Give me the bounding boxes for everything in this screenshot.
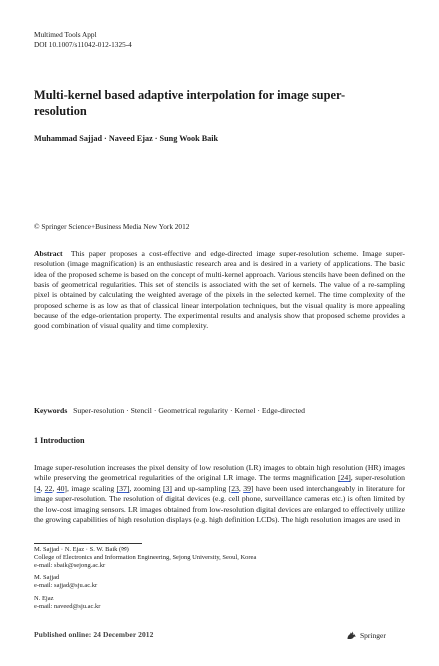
author-list: Muhammad Sajjad · Naveed Ejaz · Sung Wook Baik — [34, 134, 219, 143]
citation-link[interactable]: 22 — [44, 483, 53, 493]
footnote-divider — [34, 543, 142, 544]
publisher-name: Springer — [360, 630, 386, 640]
abstract — [34, 249, 405, 332]
paper-title: Multi-kernel based adaptive interpolation for image super-resolution — [34, 88, 346, 118]
author-name: N. Ejaz — [34, 594, 54, 602]
springer-horse-icon — [346, 630, 357, 640]
keywords-label: Keywords — [34, 406, 68, 415]
affiliation-block — [34, 574, 414, 590]
intro-text: ], image scaling — [64, 483, 117, 493]
intro-text: Image super-resolution increases the pixel density of low resolution (LR) images to obtain high resolution (HR) images while preserving the geometrical regularities of the original LR image. The terms magnification — [34, 463, 405, 483]
email-link[interactable]: e-mail: sajjad@sju.ac.kr — [34, 582, 98, 590]
section-heading: 1 Introduction — [34, 436, 85, 445]
intro-text: , — [40, 483, 45, 493]
citation-link[interactable]: [37] — [116, 483, 130, 493]
intro-text: and up-sampling [ — [171, 483, 232, 493]
email-link[interactable]: e-mail: naveed@sju.ac.kr — [34, 602, 101, 610]
email-link[interactable]: e-mail: sbaik@sejong.ac.kr — [34, 561, 106, 569]
keywords-text: Super-resolution · Stencil · Geometrical regularity · Kernel · Edge-directed — [73, 406, 305, 415]
abstract-text: This paper proposes a cost-effective and edge-directed image super-resolution scheme. Image super-resolution (image magnification) is an enthusiastic research area and is desired in a variety of applications. The basic idea of the proposed scheme is based on the concept of multi-kernel approach. Various stencils have been defined on the basis of geometrical regularities. This set of stencils is associated with the set of kernels. The value of a re-sampling pixel is obtained by calculating the weighted average of the pixels in the selected kernel. The time complexity of the proposed scheme is as low as that of classical linear interpolation techniques, but the visual quality is more appealing because of the edge-orientation property. The experimental results and analysis show that proposed scheme provides a good combination of visual quality and time complexity. — [34, 249, 405, 331]
publisher-logo — [346, 630, 386, 640]
citation-link[interactable]: 39 — [243, 483, 251, 493]
intro-text: , — [238, 483, 244, 493]
affiliations — [34, 546, 414, 616]
copyright-notice: © Springer Science+Business Media New York 2012 — [34, 222, 190, 231]
citation-link[interactable]: [24] — [337, 473, 351, 483]
affiliation-block — [34, 595, 414, 611]
corresponding-authors: M. Sajjad · N. Ejaz · S. W. Baik (✉) — [34, 546, 129, 553]
intro-text: , zooming — [129, 483, 163, 493]
keywords — [34, 406, 405, 415]
journal-header — [34, 30, 132, 50]
intro-text: ] have been used interchangeably in literature for image super-resolution. The resolution of digital devices (e.g. cell phone, surveillance cameras etc.) is often limited by the low-cost imaging sensors. LR images obtained from low-resolution digital devices are enlarged to effectively utilize the growing capabilities of high resolution displays (e.g. high definition LCDs). The high resolution images are used in — [34, 483, 406, 525]
journal-name: Multimed Tools Appl — [34, 30, 97, 39]
citation-link[interactable]: 40 — [56, 483, 65, 493]
introduction-paragraph — [34, 463, 405, 525]
citation-link[interactable]: 23 — [231, 483, 239, 493]
college: College of Electronics and Information Engineering, Sejong University, Seoul, Korea — [34, 553, 257, 561]
intro-text: , — [52, 483, 57, 493]
published-date: Published online: 24 December 2012 — [34, 630, 154, 639]
intro-text: , super-resolution [ — [34, 473, 405, 493]
citation-link[interactable]: [3] — [163, 483, 172, 493]
abstract-label: Abstract — [34, 249, 63, 258]
doi[interactable]: DOI 10.1007/s11042-012-1325-4 — [34, 40, 132, 49]
affiliation-block — [34, 546, 414, 569]
author-name: M. Sajjad — [34, 574, 60, 582]
citation-link[interactable]: 4 — [36, 483, 41, 493]
